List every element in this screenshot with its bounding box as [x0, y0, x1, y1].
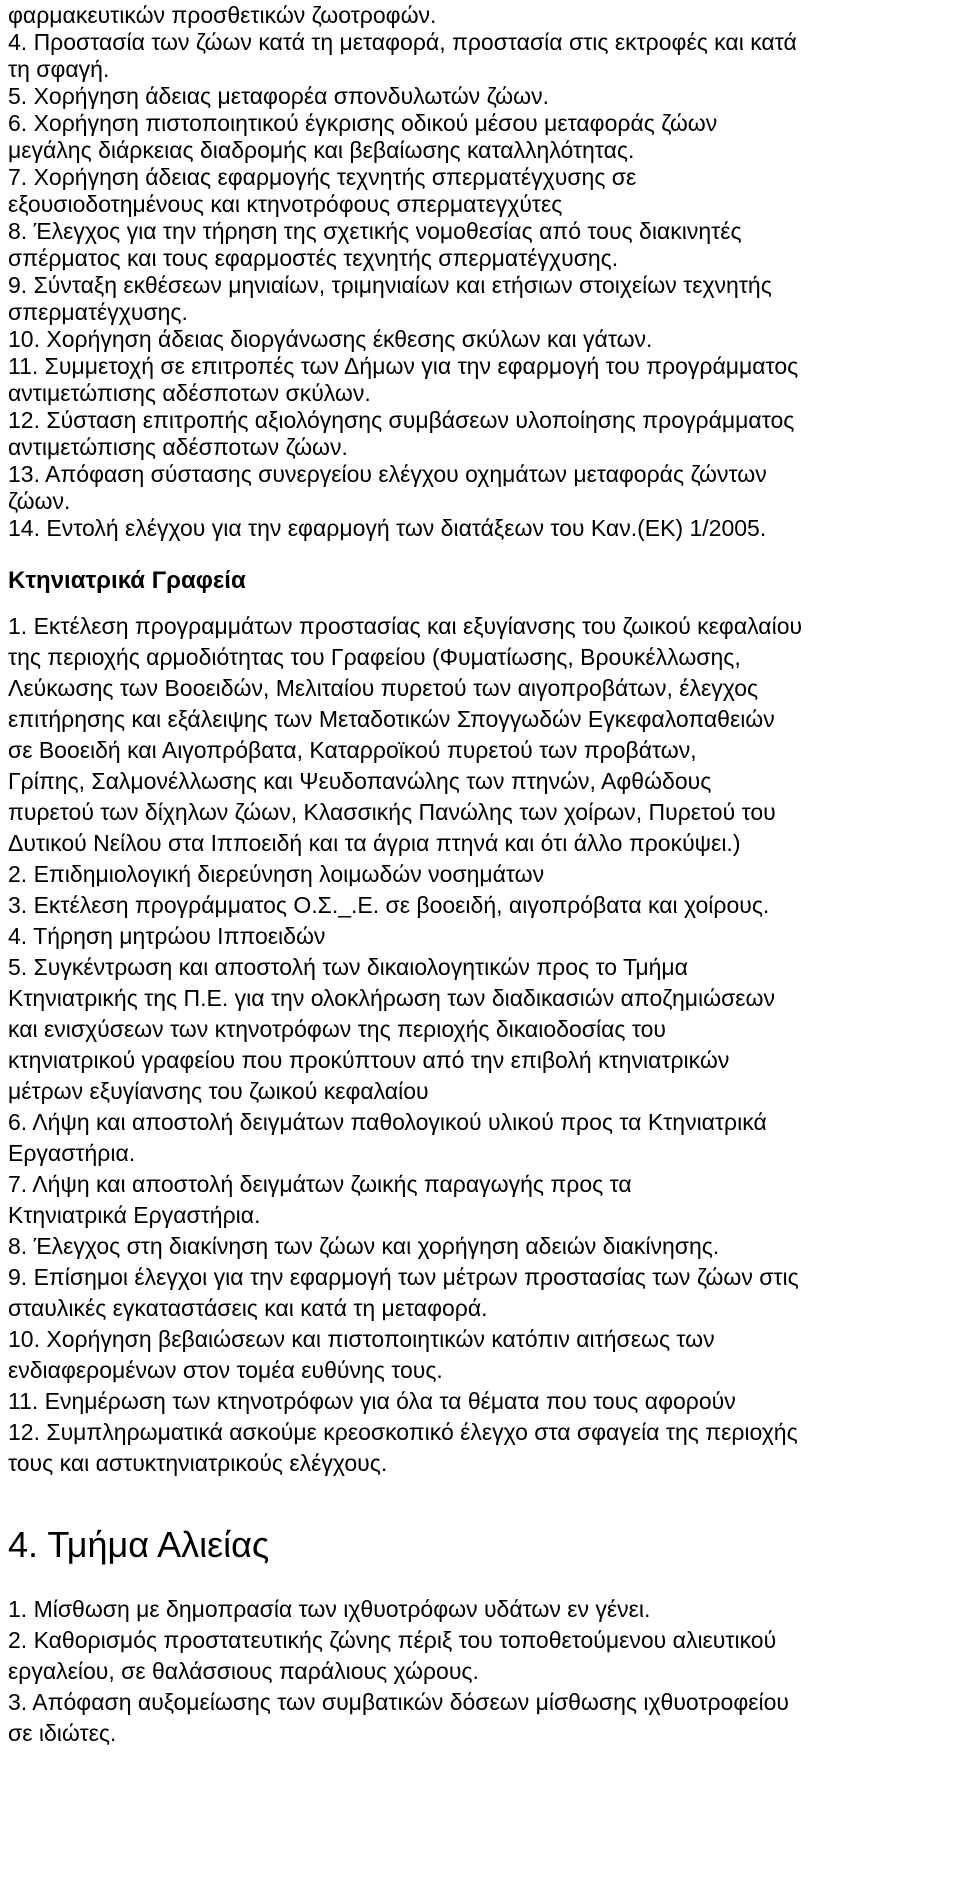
- text-line: 5. Χορήγηση άδειας μεταφορέα σπονδυλωτών ζώων.: [8, 83, 549, 109]
- text-line: 11. Ενημέρωση των κτηνοτρόφων για όλα τα θέματα που τους αφορούν: [8, 1388, 736, 1414]
- text-line: 8. Έλεγχος στη διακίνηση των ζώων και χορήγηση αδειών διακίνησης.: [8, 1233, 720, 1259]
- text-line: 4. Προστασία των ζώων κατά τη μεταφορά, προστασία στις εκτροφές και κατά: [8, 29, 797, 55]
- text-line: Κτηνιατρικής της Π.Ε. για την ολοκλήρωση των διαδικασιών αποζημιώσεων: [8, 985, 775, 1011]
- text-line: Κτηνιατρικά Εργαστήρια.: [8, 1202, 261, 1228]
- text-line: αντιμετώπισης αδέσποτων ζώων.: [8, 434, 348, 460]
- text-line: μέτρων εξυγίανσης του ζωικού κεφαλαίου: [8, 1078, 429, 1104]
- text-line: σταυλικές εγκαταστάσεις και κατά τη μεταφορά.: [8, 1295, 488, 1321]
- text-line: φαρμακευτικών προσθετικών ζωοτροφών.: [8, 2, 437, 28]
- text-line: 6. Χορήγηση πιστοποιητικού έγκρισης οδικού μέσου μεταφοράς ζώων: [8, 110, 718, 136]
- text-line: 1. Μίσθωση με δημοπρασία των ιχθυοτρόφων υδάτων εν γένει.: [8, 1596, 651, 1622]
- text-line: 2. Καθορισμός προστατευτικής ζώνης πέριξ του τοποθετούμενου αλιευτικού: [8, 1627, 777, 1653]
- heading-veterinary-offices: Κτηνιατρικά Γραφεία: [8, 567, 246, 594]
- section-title-fisheries: 4. Τμήμα Αλιείας: [8, 1524, 270, 1565]
- text-line: 5. Συγκέντρωση και αποστολή των δικαιολογητικών προς το Τμήμα: [8, 954, 688, 980]
- text-line: της περιοχής αρμοδιότητας του Γραφείου (Φυματίωσης, Βρουκέλλωσης,: [8, 644, 741, 670]
- text-line: Γρίπης, Σαλμονέλλωσης και Ψευδοπανώλης των πτηνών, Αφθώδους: [8, 768, 712, 794]
- text-line: 8. Έλεγχος για την τήρηση της σχετικής νομοθεσίας από τους διακινητές: [8, 218, 742, 244]
- text-line: 13. Απόφαση σύστασης συνεργείου ελέγχου οχημάτων μεταφοράς ζώντων: [8, 461, 767, 487]
- text-line: αντιμετώπισης αδέσποτων σκύλων.: [8, 380, 371, 406]
- text-line: σπέρματος και τους εφαρμοστές τεχνητής σπερματέγχυσης.: [8, 245, 619, 271]
- text-line: 7. Χορήγηση άδειας εφαρμογής τεχνητής σπερματέγχυσης σε: [8, 164, 637, 190]
- text-line: 11. Συμμετοχή σε επιτροπές των Δήμων για την εφαρμογή του προγράμματος: [8, 353, 799, 379]
- text-line: σε ιδιώτες.: [8, 1720, 117, 1746]
- text-line: 4. Τήρηση μητρώου Ιπποειδών: [8, 923, 326, 949]
- text-line: 1. Εκτέλεση προγραμμάτων προστασίας και εξυγίανσης του ζωικού κεφαλαίου: [8, 613, 803, 639]
- text-line: 12. Συμπληρωματικά ασκούμε κρεοσκοπικό έλεγχο στα σφαγεία της περιοχής: [8, 1419, 798, 1445]
- text-line: 3. Εκτέλεση προγράμματος Ο.Σ._.Ε. σε βοοειδή, αιγοπρόβατα και χοίρους.: [8, 892, 770, 918]
- text-line: 7. Λήψη και αποστολή δειγμάτων ζωικής παραγωγής προς τα: [8, 1171, 632, 1197]
- text-line: 9. Επίσημοι έλεγχοι για την εφαρμογή των μέτρων προστασίας των ζώων στις: [8, 1264, 799, 1290]
- text-line: τους και αστυκτηνιατρικούς ελέγχους.: [8, 1450, 388, 1476]
- text-line: ενδιαφερομένων στον τομέα ευθύνης τους.: [8, 1357, 443, 1383]
- text-line: 12. Σύσταση επιτροπής αξιολόγησης συμβάσεων υλοποίησης προγράμματος: [8, 407, 795, 433]
- text-line: τη σφαγή.: [8, 56, 110, 82]
- text-line: μεγάλης διάρκειας διαδρομής και βεβαίωσης καταλληλότητας.: [8, 137, 635, 163]
- text-line: 9. Σύνταξη εκθέσεων μηνιαίων, τριμηνιαίων και ετήσιων στοιχείων τεχνητής: [8, 272, 772, 298]
- text-line: ζώων.: [8, 488, 71, 514]
- text-line: Λεύκωσης των Βοοειδών, Μελιταίου πυρετού των αιγοπροβάτων, έλεγχος: [8, 675, 759, 701]
- text-line: πυρετού των δίχηλων ζώων, Κλασσικής Πανώλης των χοίρων, Πυρετού του: [8, 799, 776, 825]
- text-line: σε Βοοειδή και Αιγοπρόβατα, Καταρροϊκού πυρετού των προβάτων,: [8, 737, 697, 763]
- text-line: κτηνιατρικού γραφείου που προκύπτουν από την επιβολή κτηνιατρικών: [8, 1047, 730, 1073]
- text-line: 10. Χορήγηση άδειας διοργάνωσης έκθεσης σκύλων και γάτων.: [8, 326, 653, 352]
- text-line: 14. Εντολή ελέγχου για την εφαρμογή των διατάξεων του Καν.(ΕΚ) 1/2005.: [8, 515, 767, 541]
- text-line: εξουσιοδοτημένους και κτηνοτρόφους σπερματεγχύτες: [8, 191, 563, 217]
- text-line: 6. Λήψη και αποστολή δειγμάτων παθολογικού υλικού προς τα Κτηνιατρικά: [8, 1109, 767, 1135]
- text-line: 3. Απόφαση αυξομείωσης των συμβατικών δόσεων μίσθωσης ιχθυοτροφείου: [8, 1689, 789, 1715]
- text-line: 2. Επιδημιολογική διερεύνηση λοιμωδών νοσημάτων: [8, 861, 545, 887]
- text-line: και ενισχύσεων των κτηνοτρόφων της περιοχής δικαιοδοσίας του: [8, 1016, 667, 1042]
- text-line: επιτήρησης και εξάλειψης των Μεταδοτικών Σπογγωδών Εγκεφαλοπαθειών: [8, 706, 775, 732]
- text-line: 10. Χορήγηση βεβαιώσεων και πιστοποιητικών κατόπιν αιτήσεως των: [8, 1326, 715, 1352]
- text-line: Εργαστήρια.: [8, 1140, 136, 1166]
- text-line: εργαλείου, σε θαλάσσιους παράλιους χώρους.: [8, 1658, 479, 1684]
- text-line: σπερματέγχυσης.: [8, 299, 188, 325]
- text-line: Δυτικού Νείλου στα Ιπποειδή και τα άγρια πτηνά και ότι άλλο προκύψει.): [8, 830, 741, 856]
